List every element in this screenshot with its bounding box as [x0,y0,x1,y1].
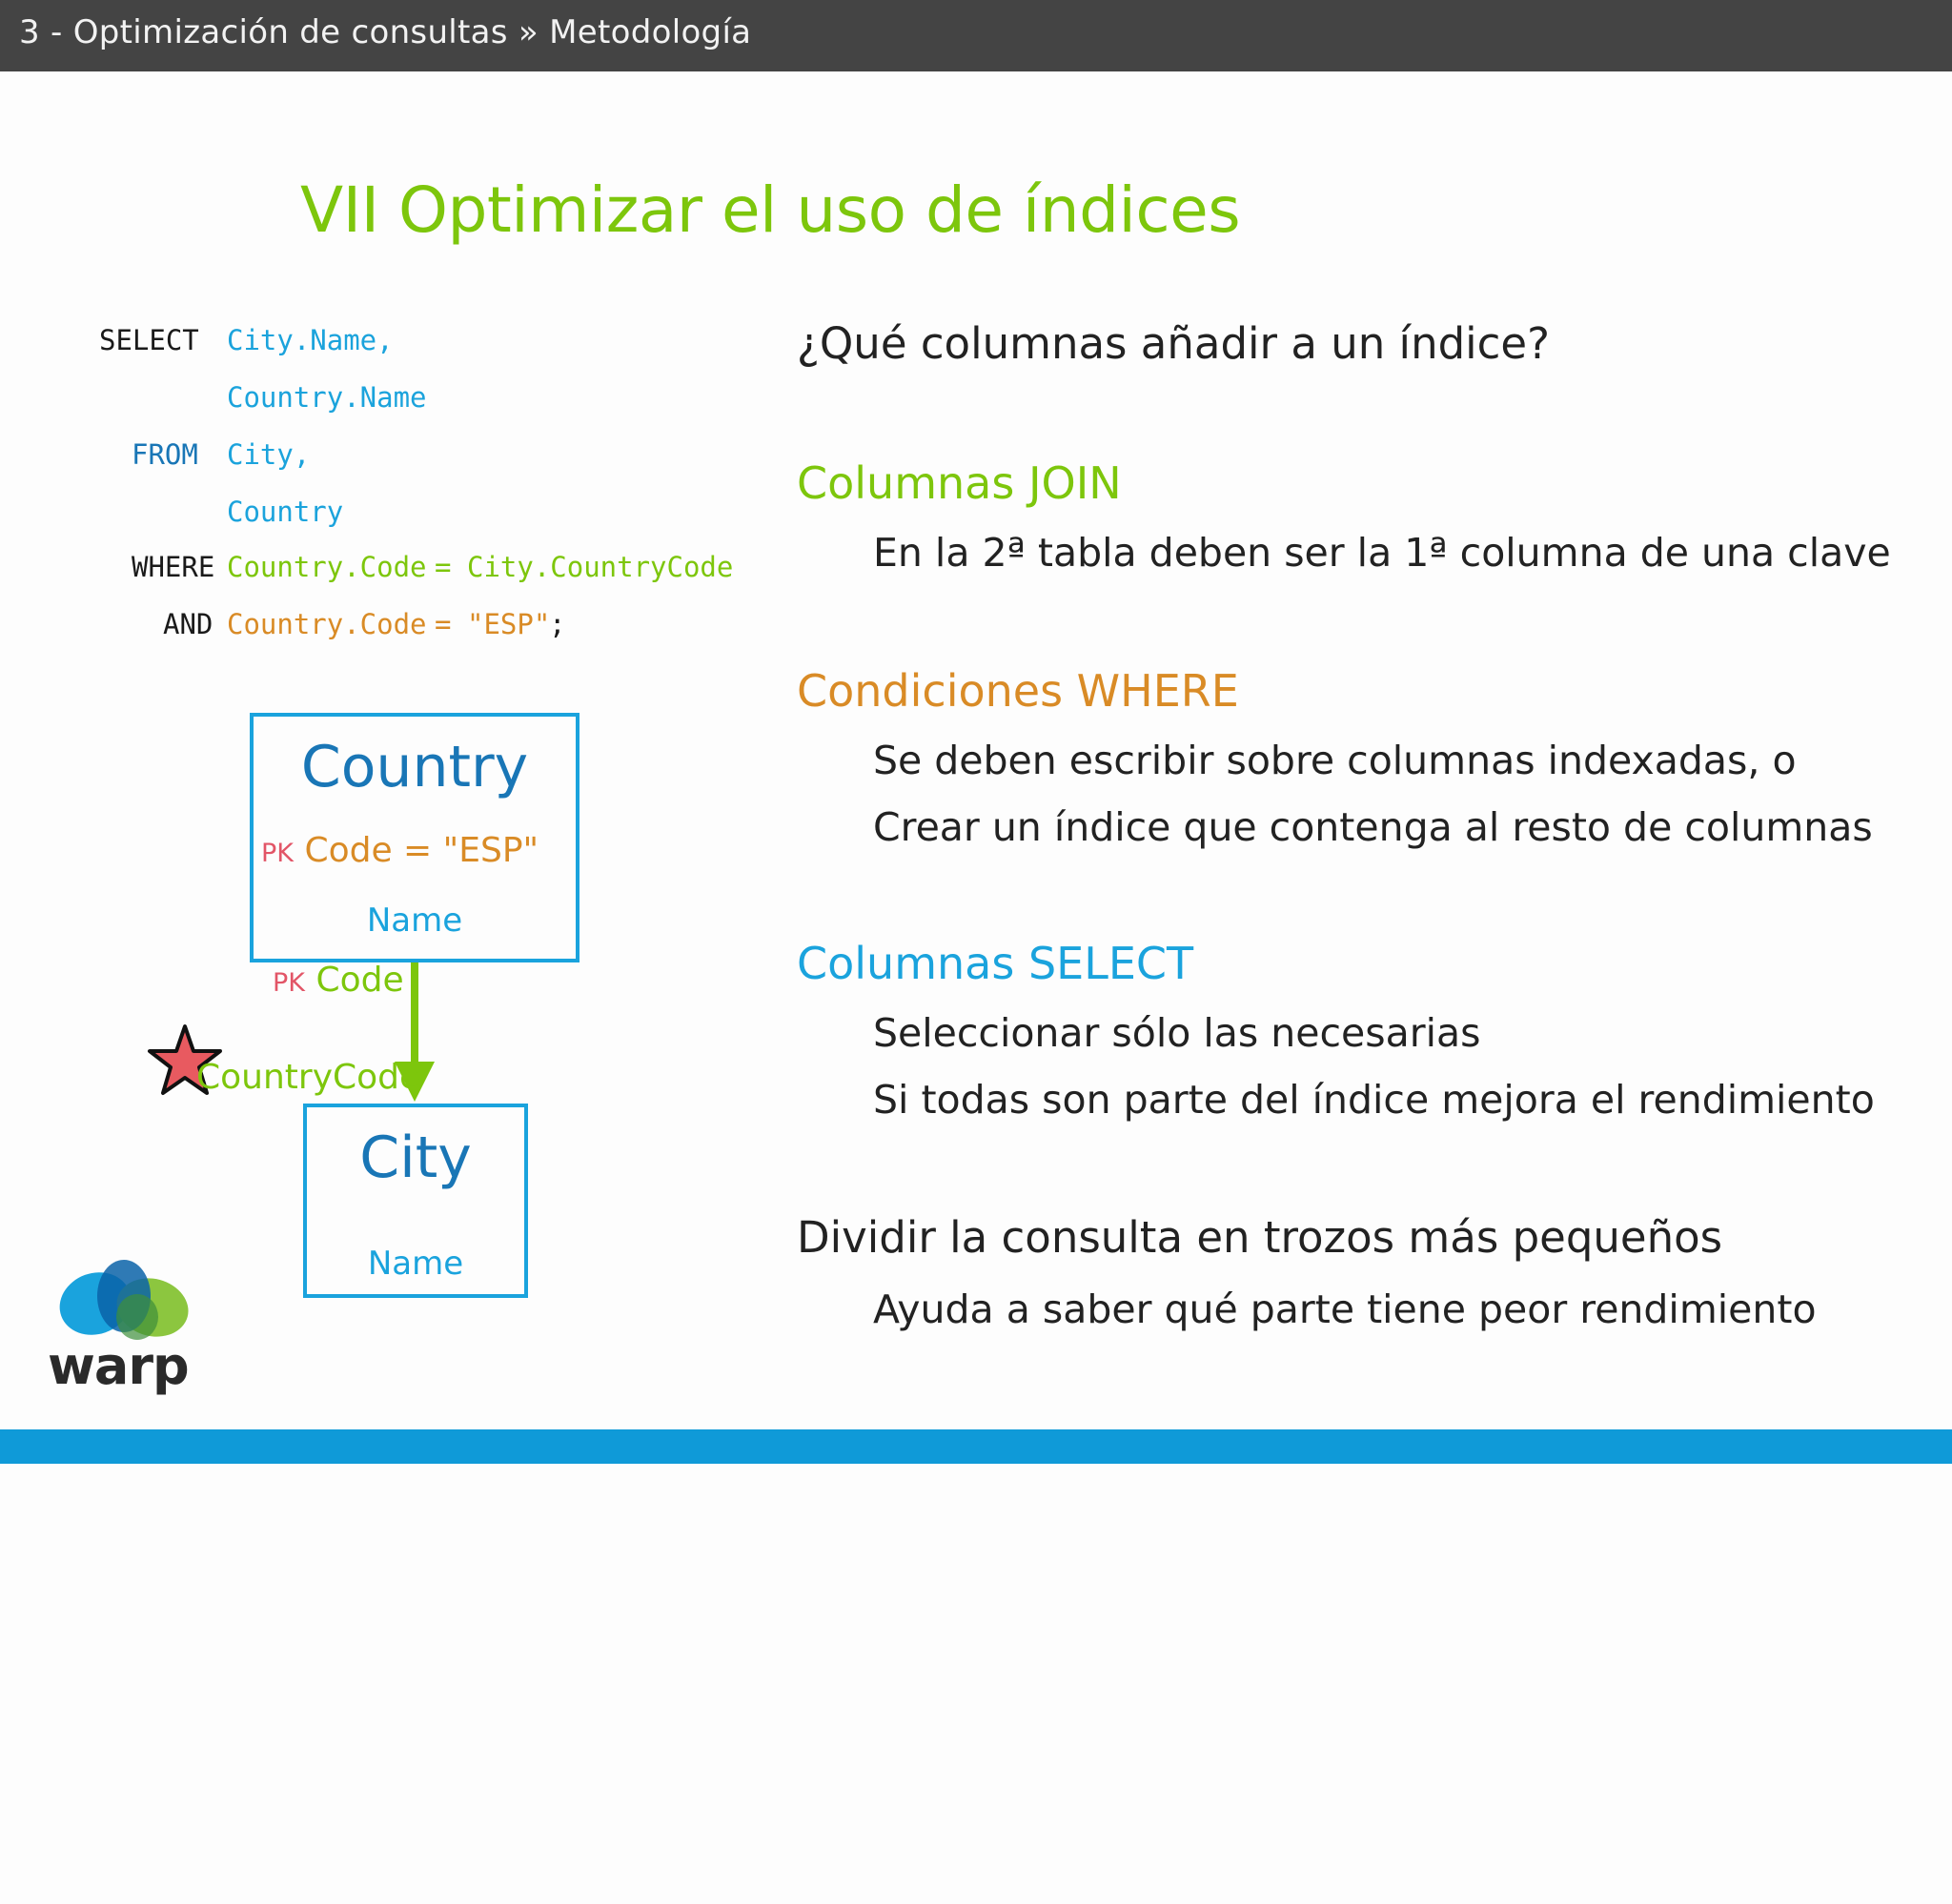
sql-select-col2: Country.Name [227,381,427,414]
sql-keyword-where: WHERE [132,551,215,583]
where-text-2: Crear un índice que contenga al resto de columnas [873,804,1873,850]
sql-keyword-from: FROM [132,438,198,471]
sql-and-left: Country.Code [227,608,427,640]
select-text-1: Seleccionar sólo las necesarias [873,1010,1481,1056]
sql-keyword-select: SELECT [99,324,199,356]
slide-title: VII Optimizar el uso de índices [300,173,1241,247]
sql-and-value: "ESP" [467,608,551,640]
country-pk-field: Code = "ESP" [304,831,539,870]
sql-where-left: Country.Code [227,551,427,583]
country-table-box [250,713,580,962]
relation-from-label [273,961,404,1000]
sql-select-col1: City.Name, [227,324,394,356]
relation-from-field: Code [315,961,404,1000]
warp-logo-text: warp [48,1336,189,1396]
breadcrumb: 3 - Optimización de consultas » Metodología [19,13,752,51]
question-heading: ¿Qué columnas añadir a un índice? [797,318,1550,369]
relation-to-field: CountryCode [196,1058,421,1097]
header-bar [0,0,1952,71]
warp-logo [46,1258,189,1410]
join-heading: Columnas JOIN [797,457,1122,509]
where-heading: Condiciones WHERE [797,665,1239,717]
select-heading: Columnas SELECT [797,938,1194,989]
country-name-field: Name [366,901,463,940]
city-table-title: City [359,1124,472,1191]
sql-from-table1: City, [227,438,311,471]
sql-where-right: City.CountryCode [467,551,734,583]
sql-and-operator: = [435,608,452,640]
footer-accent-bar [0,1429,1952,1464]
divide-heading: Dividir la consulta en trozos más pequeños [797,1212,1723,1263]
join-text: En la 2ª tabla deben ser la 1ª columna de una clave [873,530,1891,576]
relation-pk-label: PK [273,968,305,998]
sql-from-table2: Country [227,496,344,528]
country-table-title: Country [300,734,529,800]
sql-where-operator: = [435,551,452,583]
city-name-field: Name [367,1245,464,1283]
pk-label: PK [261,839,294,868]
divide-text: Ayuda a saber qué parte tiene peor rendimiento [873,1286,1817,1332]
city-table-box [303,1104,528,1298]
select-text-2: Si todas son parte del índice mejora el rendimiento [873,1077,1875,1123]
sql-keyword-and: AND [163,608,214,640]
sql-semicolon: ; [549,608,566,640]
country-pk-row [261,831,539,870]
where-text-1: Se deben escribir sobre columnas indexadas, o [873,738,1797,783]
